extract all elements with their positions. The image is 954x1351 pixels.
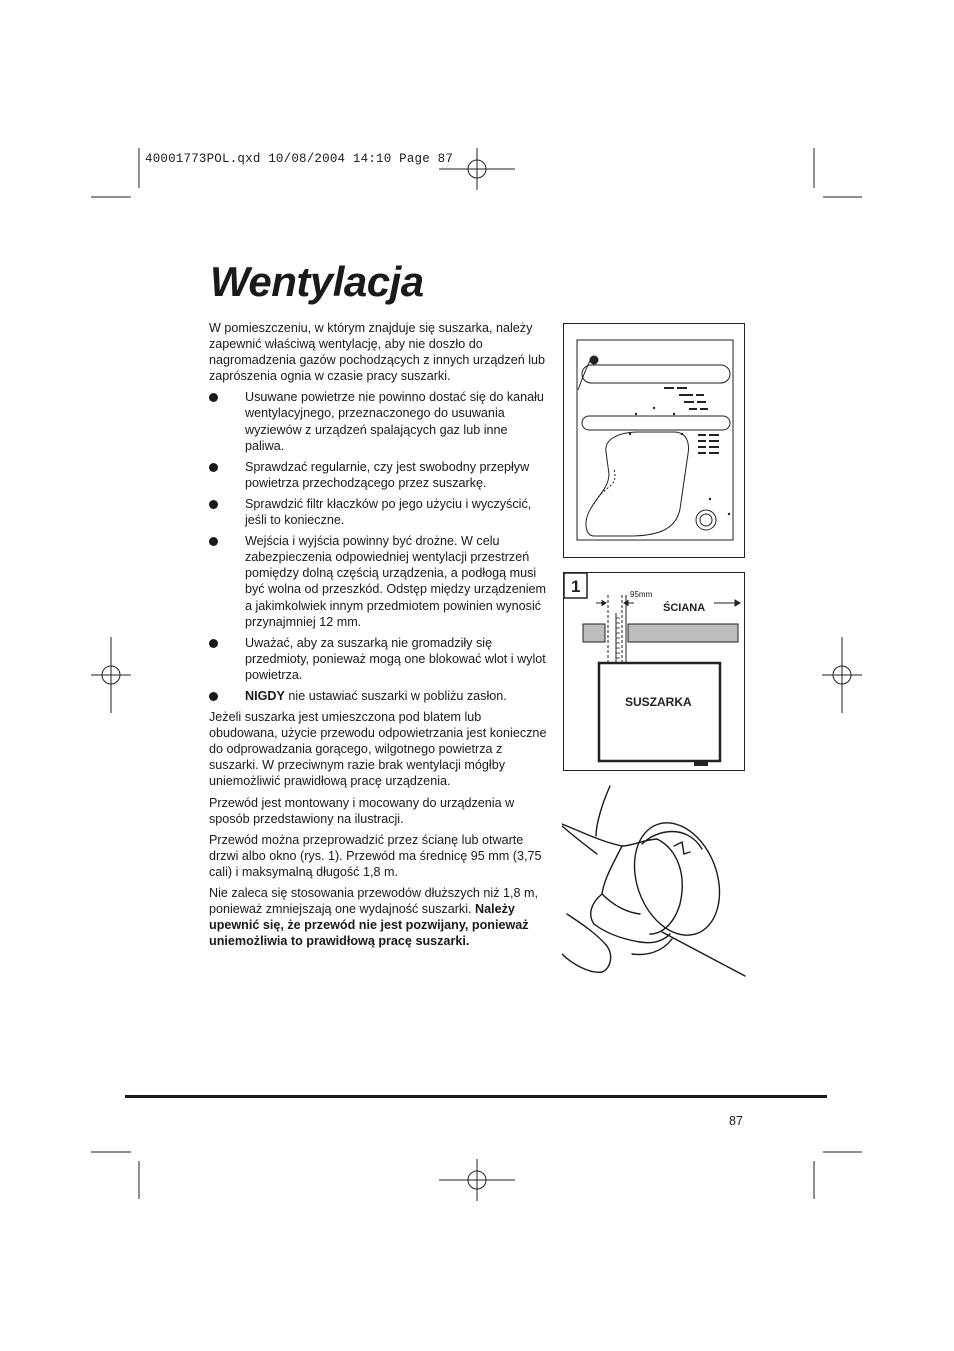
hose-connection-illustration — [562, 784, 746, 980]
clearance-drawing — [564, 573, 744, 770]
figure-number: 1 — [571, 577, 581, 596]
list-item: Sprawdzać regularnie, czy jest swobodny przepływ powietrza przechodzącego przez suszarkę. — [209, 459, 549, 491]
list-item: NIGDY nie ustawiać suszarki w pobliżu zasłon. — [209, 688, 549, 704]
footer-rule — [125, 1095, 827, 1098]
safety-list — [209, 389, 549, 704]
bullet-icon — [209, 537, 218, 546]
print-slug: 40001773POL.qxd 10/08/2004 14:10 Page 87 — [145, 152, 454, 166]
bullet-icon — [209, 393, 218, 402]
dryer-front-drawing — [564, 324, 744, 557]
page-number: 87 — [729, 1114, 743, 1128]
body-text — [209, 320, 549, 954]
figure-1-diagram — [563, 572, 745, 771]
paragraph: Przewód można przeprowadzić przez ścianę lub otwarte drzwi albo okno (rys. 1). Przewód ma średnicę 95 mm (3,75 cali) i maksymalną długość 1,8 m. — [209, 832, 542, 879]
intro-paragraph: W pomieszczeniu, w którym znajduje się suszarka, należy zapewnić właściwą wentylację, aby nie doszło do nagromadzenia gazów pochodzących z innych urządzeń lub zaprószenia ognia w czasie pracy suszarki. — [209, 321, 546, 384]
warning-paragraph: Nie zaleca się stosowania przewodów dłuższych niż 1,8 m, ponieważ zmniejszają one wydajność suszarki. Należy upewnić się, że przewód nie jest pozwijany, ponieważ uniemożliwia to prawidłową pracę suszarki. — [209, 886, 538, 949]
list-item: Uważać, aby za suszarką nie gromadziły się przedmioty, ponieważ mogą one blokować wlot i wylot powietrza. — [209, 635, 549, 683]
list-item: Wejścia i wyjścia powinny być drożne. W celu zabezpieczenia odpowiedniej wentylacji przestrzeń pomiędzy dolną częścią urządzenia, a podłogą musi być wolna od przeszkód. Odstęp między urządzeniem a jakimkolwiek innym przedmiotem powinien wynosić przynajmniej 12 mm. — [209, 533, 549, 630]
dimension-label: 95mm — [630, 590, 653, 599]
bullet-icon — [209, 639, 218, 648]
paragraph: Jeżeli suszarka jest umieszczona pod blatem lub obudowana, użycie przewodu odpowietrzania jest konieczne do odprowadzania gorącego, wilgotnego powietrza z suszarki. W przeciwnym razie brak wentylacji mógłby uniemożliwić prawidłową pracę urządzenia. — [209, 710, 547, 789]
page-title: Wentylacja — [210, 258, 424, 305]
list-item: Sprawdzić filtr kłaczków po jego użyciu i wyczyścić, jeśli to konieczne. — [209, 496, 549, 528]
paragraph: Przewód jest montowany i mocowany do urządzenia w sposób przedstawiony na ilustracji. — [209, 795, 515, 826]
list-item: Usuwane powietrze nie powinno dostać się do kanału wentylacyjnego, przeznaczonego do usuwania wyziewów z urządzeń spalających gaz lub inne paliwa. — [209, 389, 549, 453]
dryer-label: SUSZARKA — [625, 695, 692, 709]
wall-segment-left — [583, 624, 605, 642]
dryer-box — [599, 663, 720, 761]
bullet-icon — [209, 500, 218, 509]
dryer-illustration — [563, 323, 745, 558]
bullet-icon — [209, 692, 218, 701]
wall-label: ŚCIANA — [663, 602, 706, 614]
bullet-icon — [209, 463, 218, 472]
wall-segment-right — [628, 624, 738, 642]
